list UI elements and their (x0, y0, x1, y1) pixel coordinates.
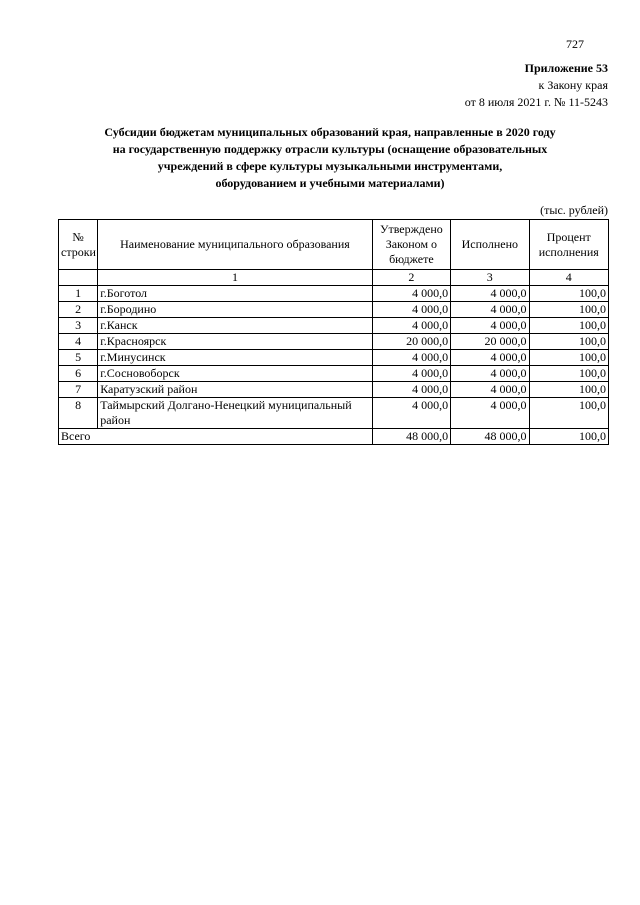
row-municipality: г.Красноярск (98, 334, 372, 350)
appendix-title: Приложение 53 (524, 61, 608, 75)
total-executed: 48 000,0 (451, 429, 529, 445)
row-number: 7 (59, 382, 98, 398)
table-body (59, 286, 609, 429)
row-percent: 100,0 (529, 334, 608, 350)
row-approved: 20 000,0 (372, 334, 450, 350)
row-municipality: г.Канск (98, 318, 372, 334)
row-number: 3 (59, 318, 98, 334)
column-number-row (59, 270, 609, 286)
row-number: 1 (59, 286, 98, 302)
column-number-cell: 3 (451, 270, 529, 286)
subsidy-table (58, 219, 609, 445)
row-executed: 20 000,0 (451, 334, 529, 350)
row-executed: 4 000,0 (451, 382, 529, 398)
row-executed: 4 000,0 (451, 318, 529, 334)
table-row (59, 286, 609, 302)
row-approved: 4 000,0 (372, 382, 450, 398)
row-municipality: г.Сосновоборск (98, 366, 372, 382)
units-label: (тыс. рублей) (540, 203, 608, 217)
row-percent: 100,0 (529, 382, 608, 398)
row-executed: 4 000,0 (451, 350, 529, 366)
row-approved: 4 000,0 (372, 366, 450, 382)
row-municipality: Таймырский Долгано-Ненецкий муниципальный район (98, 398, 372, 429)
page-number: 727 (566, 37, 584, 51)
row-approved: 4 000,0 (372, 350, 450, 366)
row-approved: 4 000,0 (372, 286, 450, 302)
title-line: учреждений в сфере культуры музыкальными инструментами, (157, 159, 503, 173)
appendix-law-ref: к Закону края (538, 78, 608, 92)
table-row (59, 350, 609, 366)
header-percent: Процент исполнения (529, 220, 608, 270)
table-row (59, 366, 609, 382)
row-number: 2 (59, 302, 98, 318)
row-approved: 4 000,0 (372, 302, 450, 318)
title-line: на государственную поддержку отрасли культуры (оснащение образовательных (112, 142, 548, 156)
header-executed: Исполнено (451, 220, 529, 270)
table-row (59, 334, 609, 350)
total-approved: 48 000,0 (372, 429, 450, 445)
row-percent: 100,0 (529, 318, 608, 334)
row-approved: 4 000,0 (372, 318, 450, 334)
title-line: Субсидии бюджетам муниципальных образований края, направленные в 2020 году (104, 125, 556, 139)
row-percent: 100,0 (529, 286, 608, 302)
table-row (59, 398, 609, 429)
row-number: 6 (59, 366, 98, 382)
row-percent: 100,0 (529, 302, 608, 318)
row-executed: 4 000,0 (451, 366, 529, 382)
row-municipality: г.Минусинск (98, 350, 372, 366)
total-label: Всего (59, 429, 373, 445)
row-percent: 100,0 (529, 366, 608, 382)
row-municipality: г.Боготол (98, 286, 372, 302)
header-municipality: Наименование муниципального образования (98, 220, 372, 270)
row-number: 4 (59, 334, 98, 350)
table-row (59, 318, 609, 334)
row-executed: 4 000,0 (451, 302, 529, 318)
column-number-cell: 1 (98, 270, 372, 286)
table-header-row (59, 220, 609, 270)
total-percent: 100,0 (529, 429, 608, 445)
row-municipality: г.Бородино (98, 302, 372, 318)
column-number-cell: 4 (529, 270, 608, 286)
row-municipality: Каратузский район (98, 382, 372, 398)
column-number-cell: 2 (372, 270, 450, 286)
header-row-number: № строки (59, 220, 98, 270)
row-percent: 100,0 (529, 398, 608, 429)
row-number: 5 (59, 350, 98, 366)
appendix-law-date: от 8 июля 2021 г. № 11-5243 (464, 95, 608, 109)
row-percent: 100,0 (529, 350, 608, 366)
column-number-cell (59, 270, 98, 286)
row-number: 8 (59, 398, 98, 429)
total-row (59, 429, 609, 445)
document-title (60, 124, 600, 192)
table-row (59, 302, 609, 318)
row-approved: 4 000,0 (372, 398, 450, 429)
title-line: оборудованием и учебными материалами) (215, 176, 445, 190)
row-executed: 4 000,0 (451, 286, 529, 302)
table-row (59, 382, 609, 398)
row-executed: 4 000,0 (451, 398, 529, 429)
header-approved: Утверждено Законом о бюджете (372, 220, 450, 270)
appendix-header (465, 60, 608, 111)
